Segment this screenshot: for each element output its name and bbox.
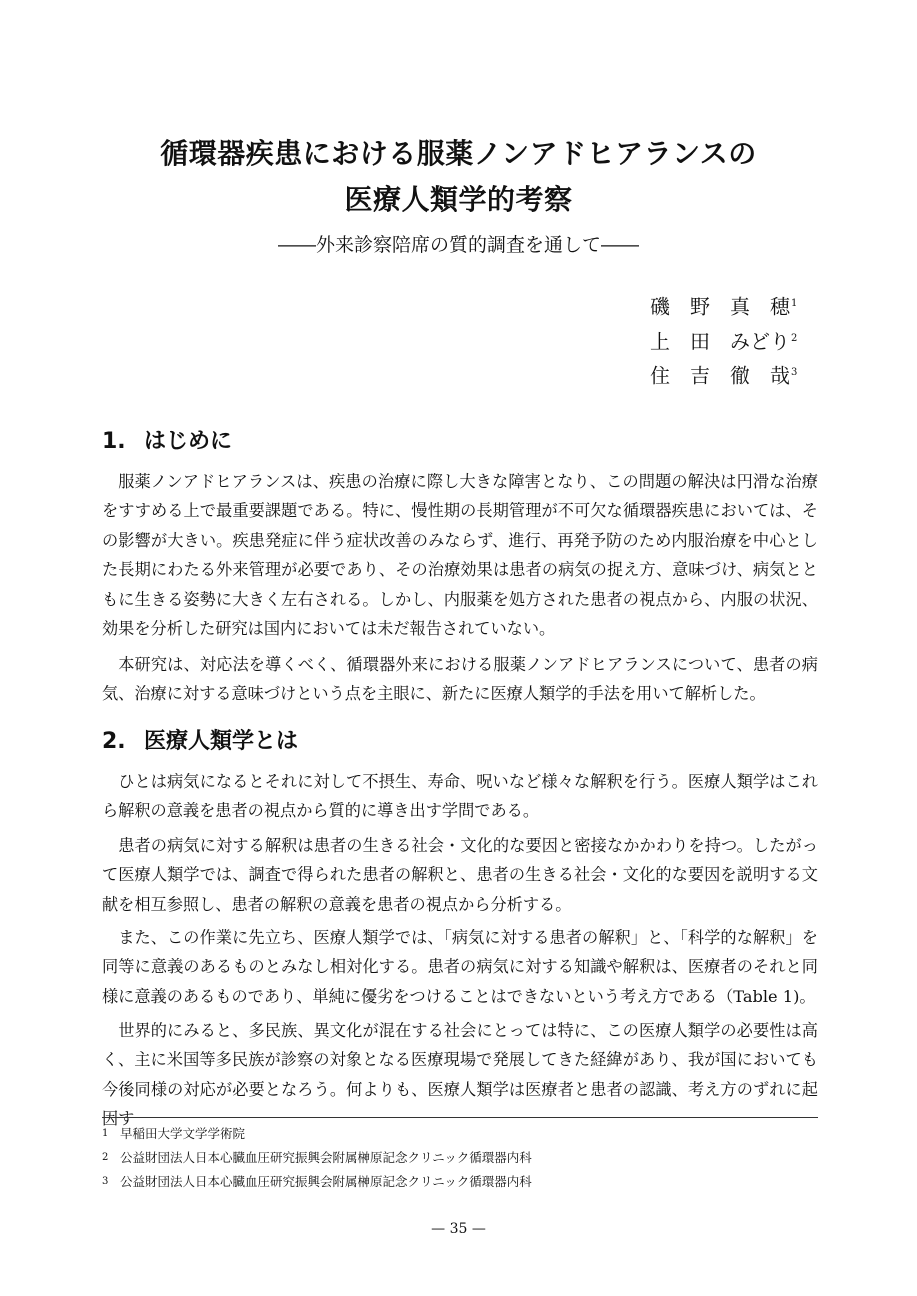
body-paragraph: ひとは病気になるとそれに対して不摂生、寿命、呪いなど様々な解釈を行う。医療人類学はこれら解釈の意義を患者の視点から質的に導き出す学問である。 xyxy=(102,772,818,821)
paper-subtitle: ――外来診察陪席の質的調査を通して―― xyxy=(277,234,639,256)
body-paragraph: 世界的にみると、多民族、異文化が混在する社会にとっては特に、この医療人類学の必要性は高く、主に米国等多民族が診察の対象となる医療現場で発展してきた経緯があり、我が国においても今後同様の対応が必要となろう。何よりも、医療人類学は医療者と患者の認識、考え方のずれに起因す xyxy=(102,1021,818,1129)
footnote-text: 公益財団法人日本心臓血圧研究振興会附属榊原記念クリニック循環器内科 xyxy=(120,1174,532,1189)
section-number: 1. xyxy=(102,429,126,454)
body-paragraph: 本研究は、対応法を導くべく、循環器外来における服薬ノンアドヒアランスについて、患者の病気、治療に対する意味づけという点を主眼に、新たに医療人類学的手法を用いて解析した。 xyxy=(102,655,818,704)
body-paragraph: 患者の病気に対する解釈は患者の生きる社会・文化的な要因と密接なかかわりを持つ。したがって医療人類学では、調査で得られた患者の解釈と、患者の生きる社会・文化的な要因を説明する文献を相互参照し、患者の解釈の意義を患者の視点から分析する。 xyxy=(102,836,818,914)
section-number: 2. xyxy=(102,729,126,754)
footnote-mark: 3 xyxy=(102,1176,109,1187)
affiliation-mark: 1 xyxy=(791,298,798,309)
body-paragraph: 服薬ノンアドヒアランスは、疾患の治療に際し大きな障害となり、この問題の解決は円滑な治療をすすめる上で最重要課題である。特に、慢性期の長期管理が不可欠な循環器疾患においては、その影響が大きい。疾患発症に伴う症状改善のみならず、進行、再発予防のため内服治療を中心とした長期にわたる外来管理が必要であり、その治療効果は患者の病気の捉え方、意味づけ、病気とともに生きる姿勢に大きく左右される。しかし、内服薬を処方された患者の視点から、内服の状況、効果を分析した研究は国内においては未だ報告されていない。 xyxy=(102,472,818,639)
footnote-divider xyxy=(102,1117,818,1118)
footnotes xyxy=(102,1122,818,1194)
author xyxy=(650,323,850,358)
footnote xyxy=(102,1122,818,1146)
section-title: 医療人類学とは xyxy=(144,729,299,754)
footnote-text: 早稲田大学文学学術院 xyxy=(120,1126,246,1141)
author-name: 磯 野 真 穂 xyxy=(650,294,790,319)
footnote-mark: 2 xyxy=(102,1152,109,1163)
paper-title-line-1: 循環器疾患における服薬ノンアドヒアランスの xyxy=(160,137,757,170)
footnote xyxy=(102,1170,818,1194)
footnote-mark: 1 xyxy=(102,1128,109,1139)
paper-title-line-2: 医療人類学的考察 xyxy=(344,183,573,216)
body-paragraph: また、この作業に先立ち、医療人類学では、「病気に対する患者の解釈」と、「科学的な解釈」を同等に意義のあるものとみなし相対化する。患者の病気に対する知識や解釈は、医療者のそれと同様に意義のあるものであり、単純に優劣をつけることはできないという考え方である（Table 1)。 xyxy=(102,928,818,1006)
footnote xyxy=(102,1146,818,1170)
author xyxy=(650,357,850,392)
section-heading-medical-anthropology xyxy=(102,724,298,755)
section-heading-introduction xyxy=(102,424,232,455)
author-name: 住 吉 徹 哉 xyxy=(650,363,790,388)
author-list xyxy=(650,288,850,392)
author-name: 上 田 みどり xyxy=(650,329,790,354)
author xyxy=(650,288,850,323)
affiliation-mark: 3 xyxy=(791,367,798,379)
affiliation-mark: 2 xyxy=(791,332,798,344)
footnote-text: 公益財団法人日本心臓血圧研究振興会附属榊原記念クリニック循環器内科 xyxy=(120,1150,532,1165)
page-number: — 35 — xyxy=(431,1221,486,1237)
section-title: はじめに xyxy=(144,429,233,454)
